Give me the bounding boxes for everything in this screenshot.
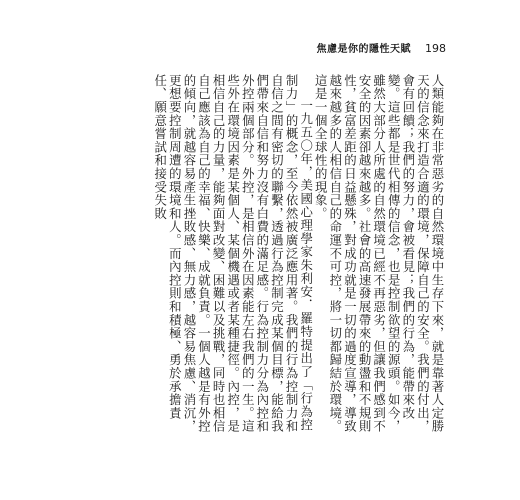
- paragraph-1: 人類能夠在非常惡劣的自然環境中生存下來，就是靠著人定勝天的信念來打造合適的環境，保障自己的安全。我們的付出，會有回饋；我們的努力，會被看見；我們的行為，能帶來改變。這些都是世代相傳的信念，也是控制欲望的源頭。如今，雖然大部分人所處的自然環境已經不再惡劣，但讓我們感到不安全的因素卻越來越多。社會的高速發展帶來的動盪和不規則性，貧富差距的日益懸殊，對成功就是一切的過度宣導，導致越來越多的人相信自己的命運不可控，將一切都歸結於環境。這是一個全球性的現象。: [313, 74, 445, 434]
- paragraph-2: 一九五〇年，美國心理學家朱利安．羅特提出了「行為控制力」的概念，至今依然被廣泛應用著。我們的行為控制力和自信之間有密切的聯繫，透過行為控制完成某個目標，能給我們帶來自信和努力沒有白費的滿足感。行為控制力分為內控和外控兩個部分。外控，是相信外在因素能左右我們的一生。這些外在環境因素是某個人、某個機遇或者某種捷徑。內控，是相信自己的力量，能夠面對改變、困難以及挑戰，同時也相信自己應該為自己的幸福、快樂、成就負責。一個人越是有外控的傾向，就越容易產生挫敗感、無力感，越容易焦慮、消沉，更想要控制周遭的環境和人。而內控則和積極、勇於承擔責任、願意嘗試和接受失敗: [152, 74, 314, 434]
- page-number: 198: [425, 42, 446, 55]
- running-title: 焦慮是你的隱性天賦: [316, 44, 411, 55]
- running-header: [317, 40, 447, 55]
- body-text: [154, 74, 444, 442]
